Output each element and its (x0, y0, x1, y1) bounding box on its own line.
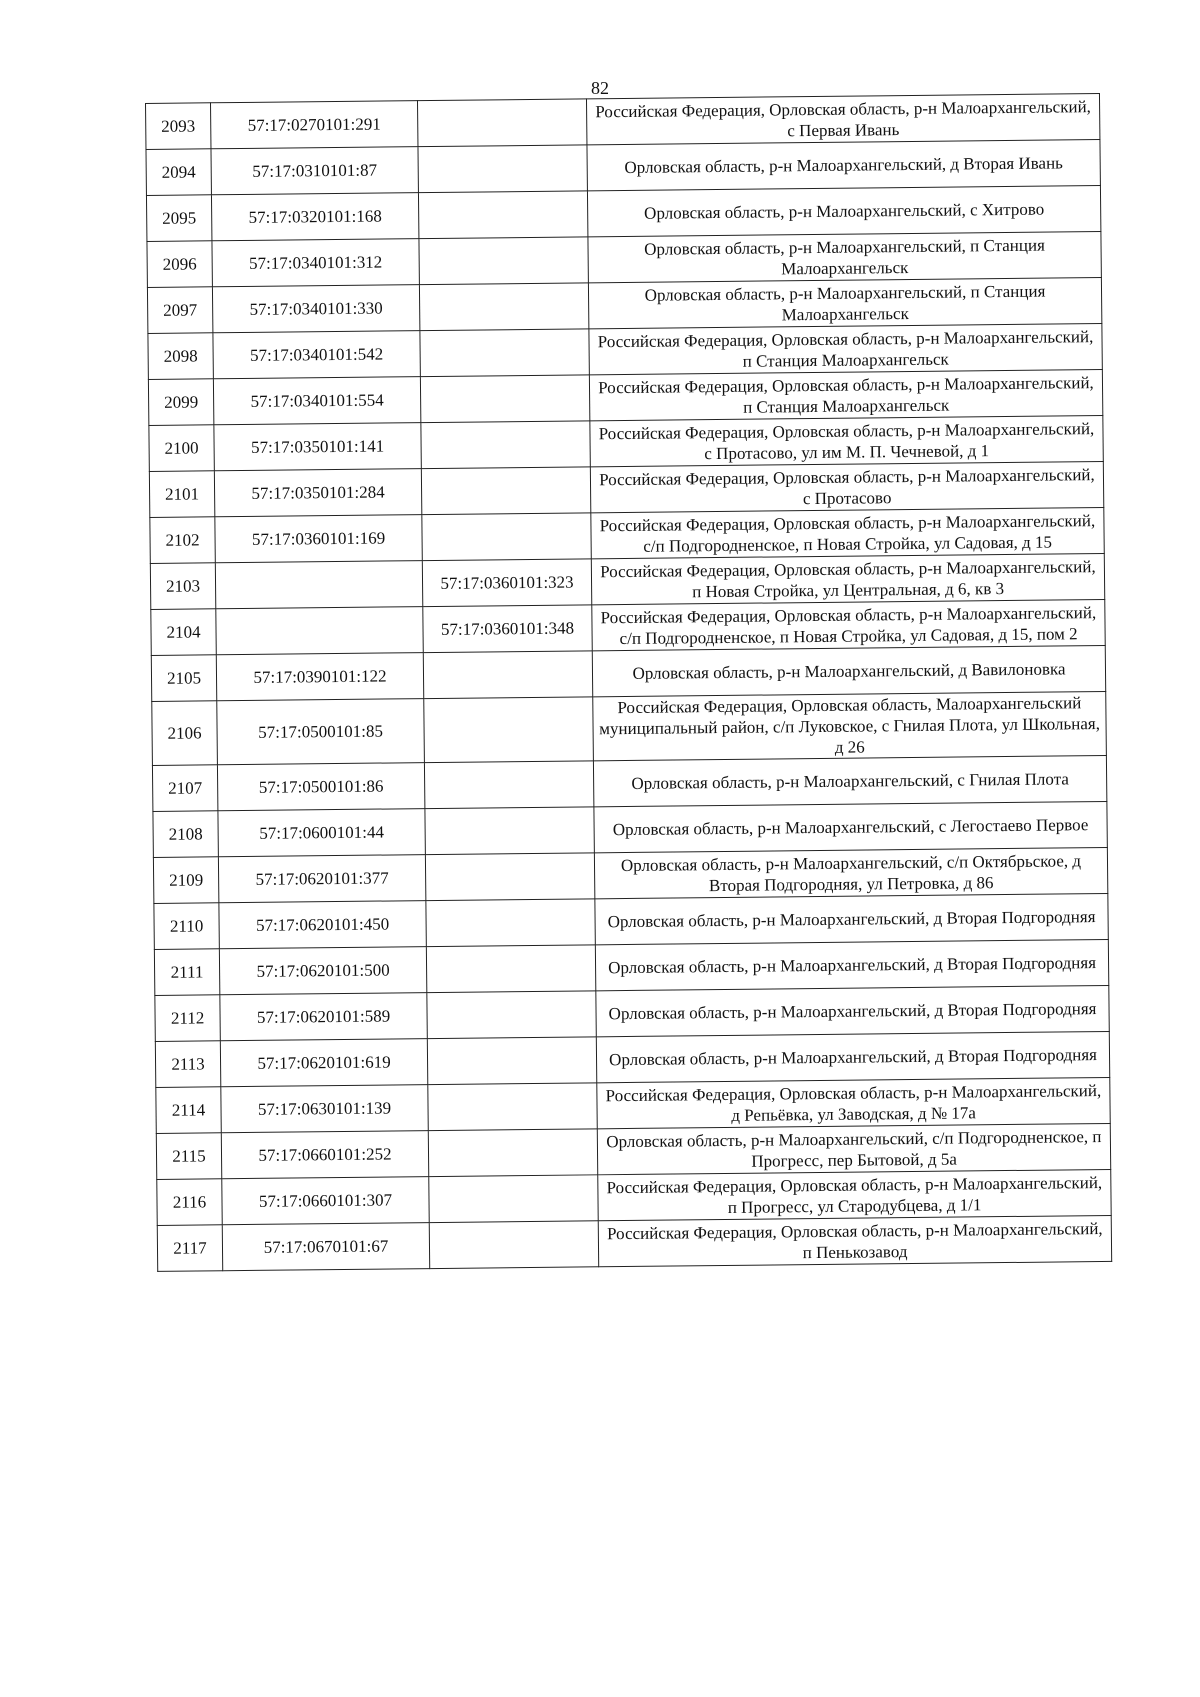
cadastral-number: 57:17:0500101:86 (217, 763, 424, 811)
address: Российская Федерация, Орловская область, р-н Малоархангельский, с Первая Ивань (586, 94, 1099, 145)
premises-cadastral-number (429, 1221, 598, 1269)
address: Орловская область, р-н Малоархангельский, с Гнилая Плота (593, 755, 1106, 806)
premises-cadastral-number (424, 697, 594, 763)
premises-cadastral-number (424, 761, 593, 809)
cadastral-number: 57:17:0340101:312 (212, 239, 419, 287)
address: Орловская область, р-н Малоархангельский, п Станция Малоархангельск (588, 277, 1101, 328)
cadastral-number: 57:17:0340101:330 (212, 285, 419, 333)
address: Российская Федерация, Орловская область, р-н Малоархангельский, с Протасово (590, 461, 1103, 512)
premises-cadastral-number (428, 1129, 597, 1177)
cadastral-number: 57:17:0500101:85 (217, 699, 425, 765)
row-number: 2111 (154, 949, 219, 996)
address: Орловская область, р-н Малоархангельский, с/п Октябрьское, д Вторая Подгородняя, ул Петровка, д 86 (594, 847, 1107, 898)
row-number: 2103 (150, 563, 215, 610)
address: Российская Федерация, Орловская область, р-н Малоархангельский, с Протасово, ул им М. П. Чечневой, д 1 (590, 415, 1103, 466)
row-number: 2095 (146, 195, 211, 242)
address: Российская Федерация, Орловская область, р-н Малоархангельский, п Новая Стройка, ул Центральная, д 6, кв 3 (591, 553, 1104, 604)
cadastral-number: 57:17:0600101:44 (218, 809, 425, 857)
address: Орловская область, р-н Малоархангельский, п Станция Малоархангельск (588, 231, 1101, 282)
cadastral-number: 57:17:0670101:67 (222, 1223, 429, 1271)
cadastral-number: 57:17:0350101:141 (214, 423, 421, 471)
row-number: 2112 (155, 995, 220, 1042)
cadastral-number: 57:17:0270101:291 (211, 101, 418, 149)
address: Орловская область, р-н Малоархангельский, д Вавилоновка (592, 645, 1105, 696)
premises-cadastral-number (423, 651, 592, 699)
premises-cadastral-number (418, 145, 587, 193)
address: Российская Федерация, Орловская область, р-н Малоархангельский, с/п Подгородненское, п Новая Стройка, ул Садовая, д 15, пом 2 (592, 599, 1105, 650)
cadastral-number (215, 561, 422, 609)
address: Российская Федерация, Орловская область, р-н Малоархангельский, с/п Подгородненское, п Новая Стройка, ул Садовая, д 15 (591, 507, 1104, 558)
cadastral-number: 57:17:0360101:169 (215, 515, 422, 563)
premises-cadastral-number (425, 853, 594, 901)
address: Российская Федерация, Орловская область, р-н Малоархангельский, д Репьёвка, ул Заводская, д № 17а (597, 1077, 1110, 1128)
row-number: 2106 (152, 701, 218, 766)
premises-cadastral-number (420, 329, 589, 377)
premises-cadastral-number (421, 467, 590, 515)
row-number: 2110 (154, 903, 219, 950)
cadastral-number: 57:17:0630101:139 (221, 1085, 428, 1133)
row-number: 2099 (148, 379, 213, 426)
cadastral-number: 57:17:0620101:450 (219, 901, 426, 949)
cadastral-number: 57:17:0620101:500 (219, 947, 426, 995)
row-number: 2100 (149, 425, 214, 472)
address: Орловская область, р-н Малоархангельский, с/п Подгородненское, п Прогресс, пер Бытовой, д 5а (597, 1123, 1110, 1174)
premises-cadastral-number (426, 899, 595, 947)
row-number: 2096 (147, 241, 212, 288)
row-number: 2117 (157, 1225, 222, 1272)
row-number: 2101 (149, 471, 214, 518)
cadastral-number: 57:17:0390101:122 (216, 653, 423, 701)
premises-cadastral-number (421, 421, 590, 469)
row-number: 2109 (153, 857, 218, 904)
registry-table (145, 93, 1112, 1272)
address: Орловская область, р-н Малоархангельский, д Вторая Ивань (587, 140, 1100, 191)
row-number: 2115 (156, 1133, 221, 1180)
table-row (157, 1215, 1111, 1271)
address: Российская Федерация, Орловская область, р-н Малоархангельский, п Пенькозавод (598, 1215, 1111, 1266)
row-number: 2116 (157, 1179, 222, 1226)
cadastral-number (216, 607, 423, 655)
cadastral-number: 57:17:0340101:542 (213, 331, 420, 379)
address: Орловская область, р-н Малоархангельский, д Вторая Подгородняя (595, 939, 1108, 990)
premises-cadastral-number (426, 945, 595, 993)
premises-cadastral-number (419, 237, 588, 285)
cadastral-number: 57:17:0660101:252 (221, 1131, 428, 1179)
premises-cadastral-number (422, 513, 591, 561)
premises-cadastral-number: 57:17:0360101:323 (422, 559, 591, 607)
cadastral-number: 57:17:0340101:554 (213, 377, 420, 425)
premises-cadastral-number (418, 191, 587, 239)
row-number: 2098 (148, 333, 213, 380)
row-number: 2108 (153, 811, 218, 858)
row-number: 2093 (146, 103, 211, 150)
address: Орловская область, р-н Малоархангельский, с Хитрово (587, 185, 1100, 236)
row-number: 2107 (152, 765, 217, 812)
cadastral-number: 57:17:0620101:589 (220, 993, 427, 1041)
row-number: 2105 (151, 655, 216, 702)
premises-cadastral-number (429, 1175, 598, 1223)
cadastral-number: 57:17:0620101:377 (218, 855, 425, 903)
premises-cadastral-number: 57:17:0360101:348 (423, 605, 592, 653)
page-number: 82 (591, 78, 609, 98)
cadastral-number: 57:17:0310101:87 (211, 147, 418, 195)
address: Орловская область, р-н Малоархангельский, д Вторая Подгородняя (596, 985, 1109, 1036)
address: Российская Федерация, Орловская область, р-н Малоархангельский, п Станция Малоархангельск (589, 323, 1102, 374)
table-row (152, 691, 1107, 765)
premises-cadastral-number (427, 991, 596, 1039)
address: Российская Федерация, Орловская область, Малоархангельский муниципальный район, с/п Луковское, с Гнилая Плота, ул Школьная, д 26 (593, 691, 1107, 760)
table-body (146, 94, 1112, 1272)
cadastral-number: 57:17:0620101:619 (220, 1039, 427, 1087)
cadastral-number: 57:17:0350101:284 (214, 469, 421, 517)
row-number: 2104 (151, 609, 216, 656)
address: Орловская область, р-н Малоархангельский, д Вторая Подгородняя (595, 893, 1108, 944)
row-number: 2113 (155, 1041, 220, 1088)
premises-cadastral-number (420, 375, 589, 423)
address: Орловская область, р-н Малоархангельский, д Вторая Подгородняя (596, 1031, 1109, 1082)
premises-cadastral-number (417, 99, 586, 147)
address: Орловская область, р-н Малоархангельский, с Легостаево Первое (594, 801, 1107, 852)
premises-cadastral-number (425, 807, 594, 855)
row-number: 2114 (156, 1087, 221, 1134)
premises-cadastral-number (428, 1083, 597, 1131)
cadastral-number: 57:17:0320101:168 (211, 193, 418, 241)
row-number: 2097 (147, 287, 212, 334)
address: Российская Федерация, Орловская область, р-н Малоархангельский, п Прогресс, ул Стародубцева, д 1/1 (598, 1169, 1111, 1220)
premises-cadastral-number (419, 283, 588, 331)
cadastral-number: 57:17:0660101:307 (222, 1177, 429, 1225)
premises-cadastral-number (427, 1037, 596, 1085)
row-number: 2102 (150, 517, 215, 564)
row-number: 2094 (146, 149, 211, 196)
address: Российская Федерация, Орловская область, р-н Малоархангельский, п Станция Малоархангельск (589, 369, 1102, 420)
